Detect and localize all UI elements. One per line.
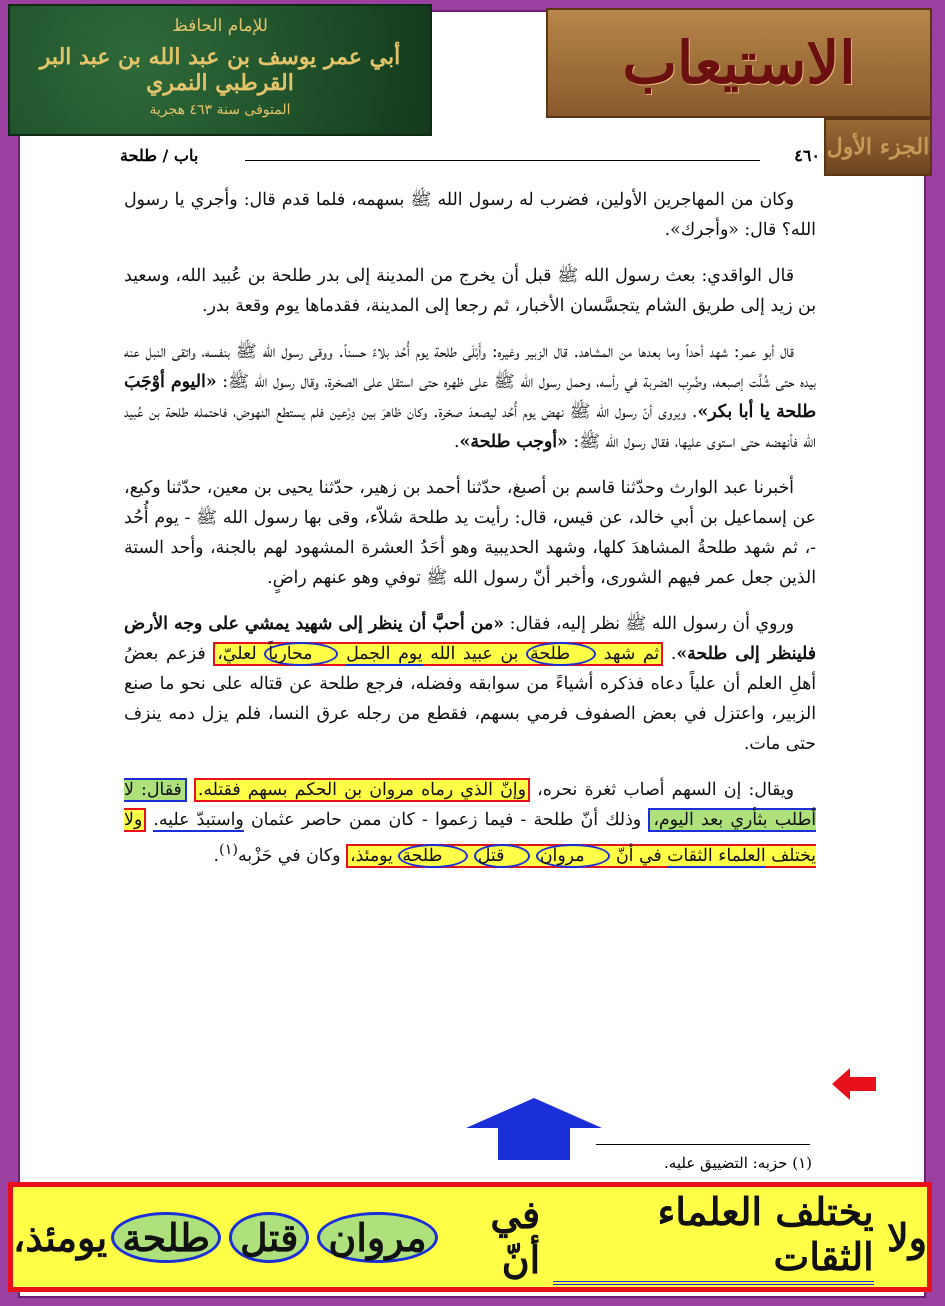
blue-arrow-icon <box>466 1098 602 1160</box>
p6-text-d: وذلك أنّ طلحة - فيما زعموا - كان ممن حاصر عثمان <box>250 810 642 830</box>
paragraph-6: ويقال: إن السهم أصاب ثغرة نحره، وإنّ الذي رماه مروان بن الحكم بسهم فقتله. فقال: لا أطلب بثأري بعد اليوم، وذلك أنّ طلحة - فيما زعموا - كان ممن حاصر عثمان واستبدّ عليه. ولا يختلف العلماء الثقات في أنّ مروان قتل طلحة يومئذ، وكان في حَزْبه$^{(١)}$. <box>124 780 816 866</box>
banner-circle-qatal: قتل <box>229 1212 309 1263</box>
banner-word-3: في أنّ <box>490 1192 541 1282</box>
p5-text-a: وروي أن رسول الله ﷺ نظر إليه، فقال: <box>509 614 794 634</box>
p6-hl-7: يومئذ، <box>350 845 393 866</box>
p6-hl-3: في أنّ <box>615 845 662 866</box>
volume-label: الجزء الأول <box>826 134 930 160</box>
highlight-jamal <box>213 642 663 666</box>
p3-text-c: . ويروى أنّ رسول الله ﷺ نهض يوم أُحُد ليصعدَ صخرة. وكان ظاهرَ بين دِرْعين فلم يستطع النهوض، فاحتمله طلحة بن عُبيد الله فأنهضه حتى استوى عليها، فقال رسول الله ﷺ: <box>124 402 816 452</box>
cover-author-line1: للإمام الحافظ <box>172 16 268 36</box>
underline-istabadd: واستبدّ عليه. <box>153 810 244 830</box>
paragraph-4: أخبرنا عبد الوارث وحدّثنا قاسم بن أصبغ، حدّثنا أحمد بن زهير، حدّثنا يحيى بن معين، حدّثنا وكيع، عن إسماعيل بن أبي خالد، عن قيس، قال: رأيت يد طلحة شلاّء، وقى بها رسول الله ﷺ - يوم أُحُد -، ثم شهد طلحةُ المشاهدَ كلها، وشهد الحديبية وهو أحَدُ العشرة المشهود لهم بالجنة، وأحد الستة الذين جعل عمر فيهم الشورى، وأخبر أنّ رسول الله ﷺ توفي وهو عنهم راضٍ. <box>124 478 816 588</box>
header-rule <box>245 160 760 161</box>
paragraph-1: وكان من المهاجرين الأولين، فضرب له رسول الله ﷺ بسهمه، فلما قدم قال: وأجري يا رسول الله؟ قال: «وأجرك». <box>124 190 816 240</box>
banner-word-7: يومئذ، <box>13 1214 108 1260</box>
circle-muhariban: محارباً <box>264 642 338 666</box>
page-header <box>120 144 820 170</box>
circle-marwan: مروان <box>536 844 611 868</box>
author-cover <box>8 4 432 136</box>
p5-quote: «من أحبَّ أن ينظر إلى شهيد يمشي على وجه الأرض فلينظر إلى طلحة» <box>124 614 817 664</box>
page-number: ٤٦٠ <box>794 146 820 165</box>
volume-cover <box>824 118 932 176</box>
p5-hl-6: لعليّ، <box>217 644 257 664</box>
p3-text-a: قال أبو عمر: شهد أحداً وما بعدها من المشاهد. قال الزبير وغيره: وأَبْلَى طلحة يوم أُحُد بلاءً حسناً. ووقى رسول الله ﷺ بنفسه، واتقى النبل عنه بيده حتى شُلَّت إصبعه، وضُرِب الضربة في رأسه، وحمل رسول الله ﷺ على ظهره حتى استقل على الصخرة، وقال رسول الله ﷺ: <box>124 342 817 392</box>
circle-talha-2: طلحة <box>398 844 468 868</box>
banner-underline: يختلف العلماء الثقات <box>553 1189 873 1285</box>
footnote-ref: (١) <box>219 842 239 858</box>
paragraph-5: وروي أن رسول الله ﷺ نظر إليه، فقال: «من أحبَّ أن ينظر إلى شهيد يمشي على وجه الأرض فلينظر إلى طلحة». ثم شهد طلحة بن عبيد الله يوم الجمل محارباً لعليّ، فزعم بعضُ أهلِ العلم أن علياً دعاه فذكره أشياءً من سوابقه وفضله، فرجع طلحة عن قتاله على نحو ما صنع الزبير، واعتزل في بعض الصفوف فرمي بسهم، فقطع من رجله عرق النسا، فلم يزل دمه ينزف حتى مات. <box>124 614 817 754</box>
p3-quote-1: «اليوم أوْجَبَ طلحة يا أبا بكر» <box>124 372 816 422</box>
highlight-marwan-shot: وإنّ الذي رماه مروان بن الحكم بسهم فقتله. <box>194 778 530 802</box>
banner-circle-marwan: مروان <box>317 1212 437 1263</box>
p3-quote-2: «أوجب طلحة» <box>459 432 568 452</box>
book-title: الاستيعاب <box>622 29 856 97</box>
p6-text-g: وكان في حَزْبه <box>238 845 341 866</box>
quote-banner <box>8 1182 932 1292</box>
p5-hl-3: بن عبيد الله <box>430 644 519 664</box>
p6-text-a: ويقال: إن السهم أصاب ثغرة نحره، <box>537 780 794 800</box>
p5-text-d: فزعم بعضُ أهلِ العلم أن علياً دعاه فذكره أشياءً من سوابقه وفضله، فرجع طلحة عن قتاله على نحو ما صنع الزبير، واعتزل في بعض الصفوف فرمي بسهم، فقطع من رجله عرق النسا، فلم يزل دمه ينزف حتى مات. <box>124 644 816 754</box>
underline-jamal: يوم الجمل <box>346 644 423 664</box>
body-text <box>124 185 816 887</box>
cover-author-line3: المتوفى سنة ٤٦٣ هجرية <box>149 102 291 118</box>
green-box-quote: فقال: لا أطلب بثأري بعد اليوم، <box>124 780 816 830</box>
paragraph-3: قال أبو عمر: شهد أحداً وما بعدها من المشاهد. قال الزبير وغيره: وأَبْلَى طلحة يوم أُحُد بلاءً حسناً. ووقى رسول الله ﷺ بنفسه، واتقى النبل عنه بيده حتى شُلَّت إصبعه، وضُرِب الضربة في رأسه، وحمل رسول الله ﷺ على ظهره حتى استقل على الصخرة، وقال رسول الله ﷺ: «اليوم أوْجَبَ طلحة يا أبا بكر». ويروى أنّ رسول الله ﷺ نهض يوم أُحُد ليصعدَ صخرة. وكان ظاهرَ بين دِرْعين فلم يستطع النهوض، فاحتمله طلحة بن عُبيد الله فأنهضه حتى استوى عليها، فقال رسول الله ﷺ: «أوجب طلحة». <box>124 342 817 452</box>
circle-qatal: قتل <box>474 844 531 868</box>
p5-hl-1: ثم شهد <box>603 644 660 664</box>
circle-talha: طلحة <box>526 642 596 666</box>
p6-hl-1: ولا يختلف <box>124 810 816 866</box>
footnote: (١) حزبه: التضييق عليه. <box>664 1154 812 1172</box>
red-arrow-icon <box>832 1068 876 1100</box>
banner-circle-talha: طلحة <box>111 1212 221 1263</box>
underline-ulama: العلماء الثقات <box>667 845 766 866</box>
banner-word-1: ولا <box>886 1214 927 1260</box>
footnote-rule <box>596 1144 810 1145</box>
title-cover <box>546 8 932 118</box>
chapter-title: باب / طلحة <box>120 146 199 165</box>
cover-author-line2: أبي عمر يوسف بن عبد الله بن عبد البر القرطبي النمري <box>39 44 401 96</box>
paragraph-2: قال الواقدي: بعث رسول الله ﷺ قبل أن يخرج من المدينة إلى بدر طلحة بن عُبيد الله، وسعيد بن زيد إلى طريق الشام يتجسَّسان الأخبار، ثم رجعا إلى المدينة، فقدماها يوم وقعة بدر. <box>124 266 816 316</box>
